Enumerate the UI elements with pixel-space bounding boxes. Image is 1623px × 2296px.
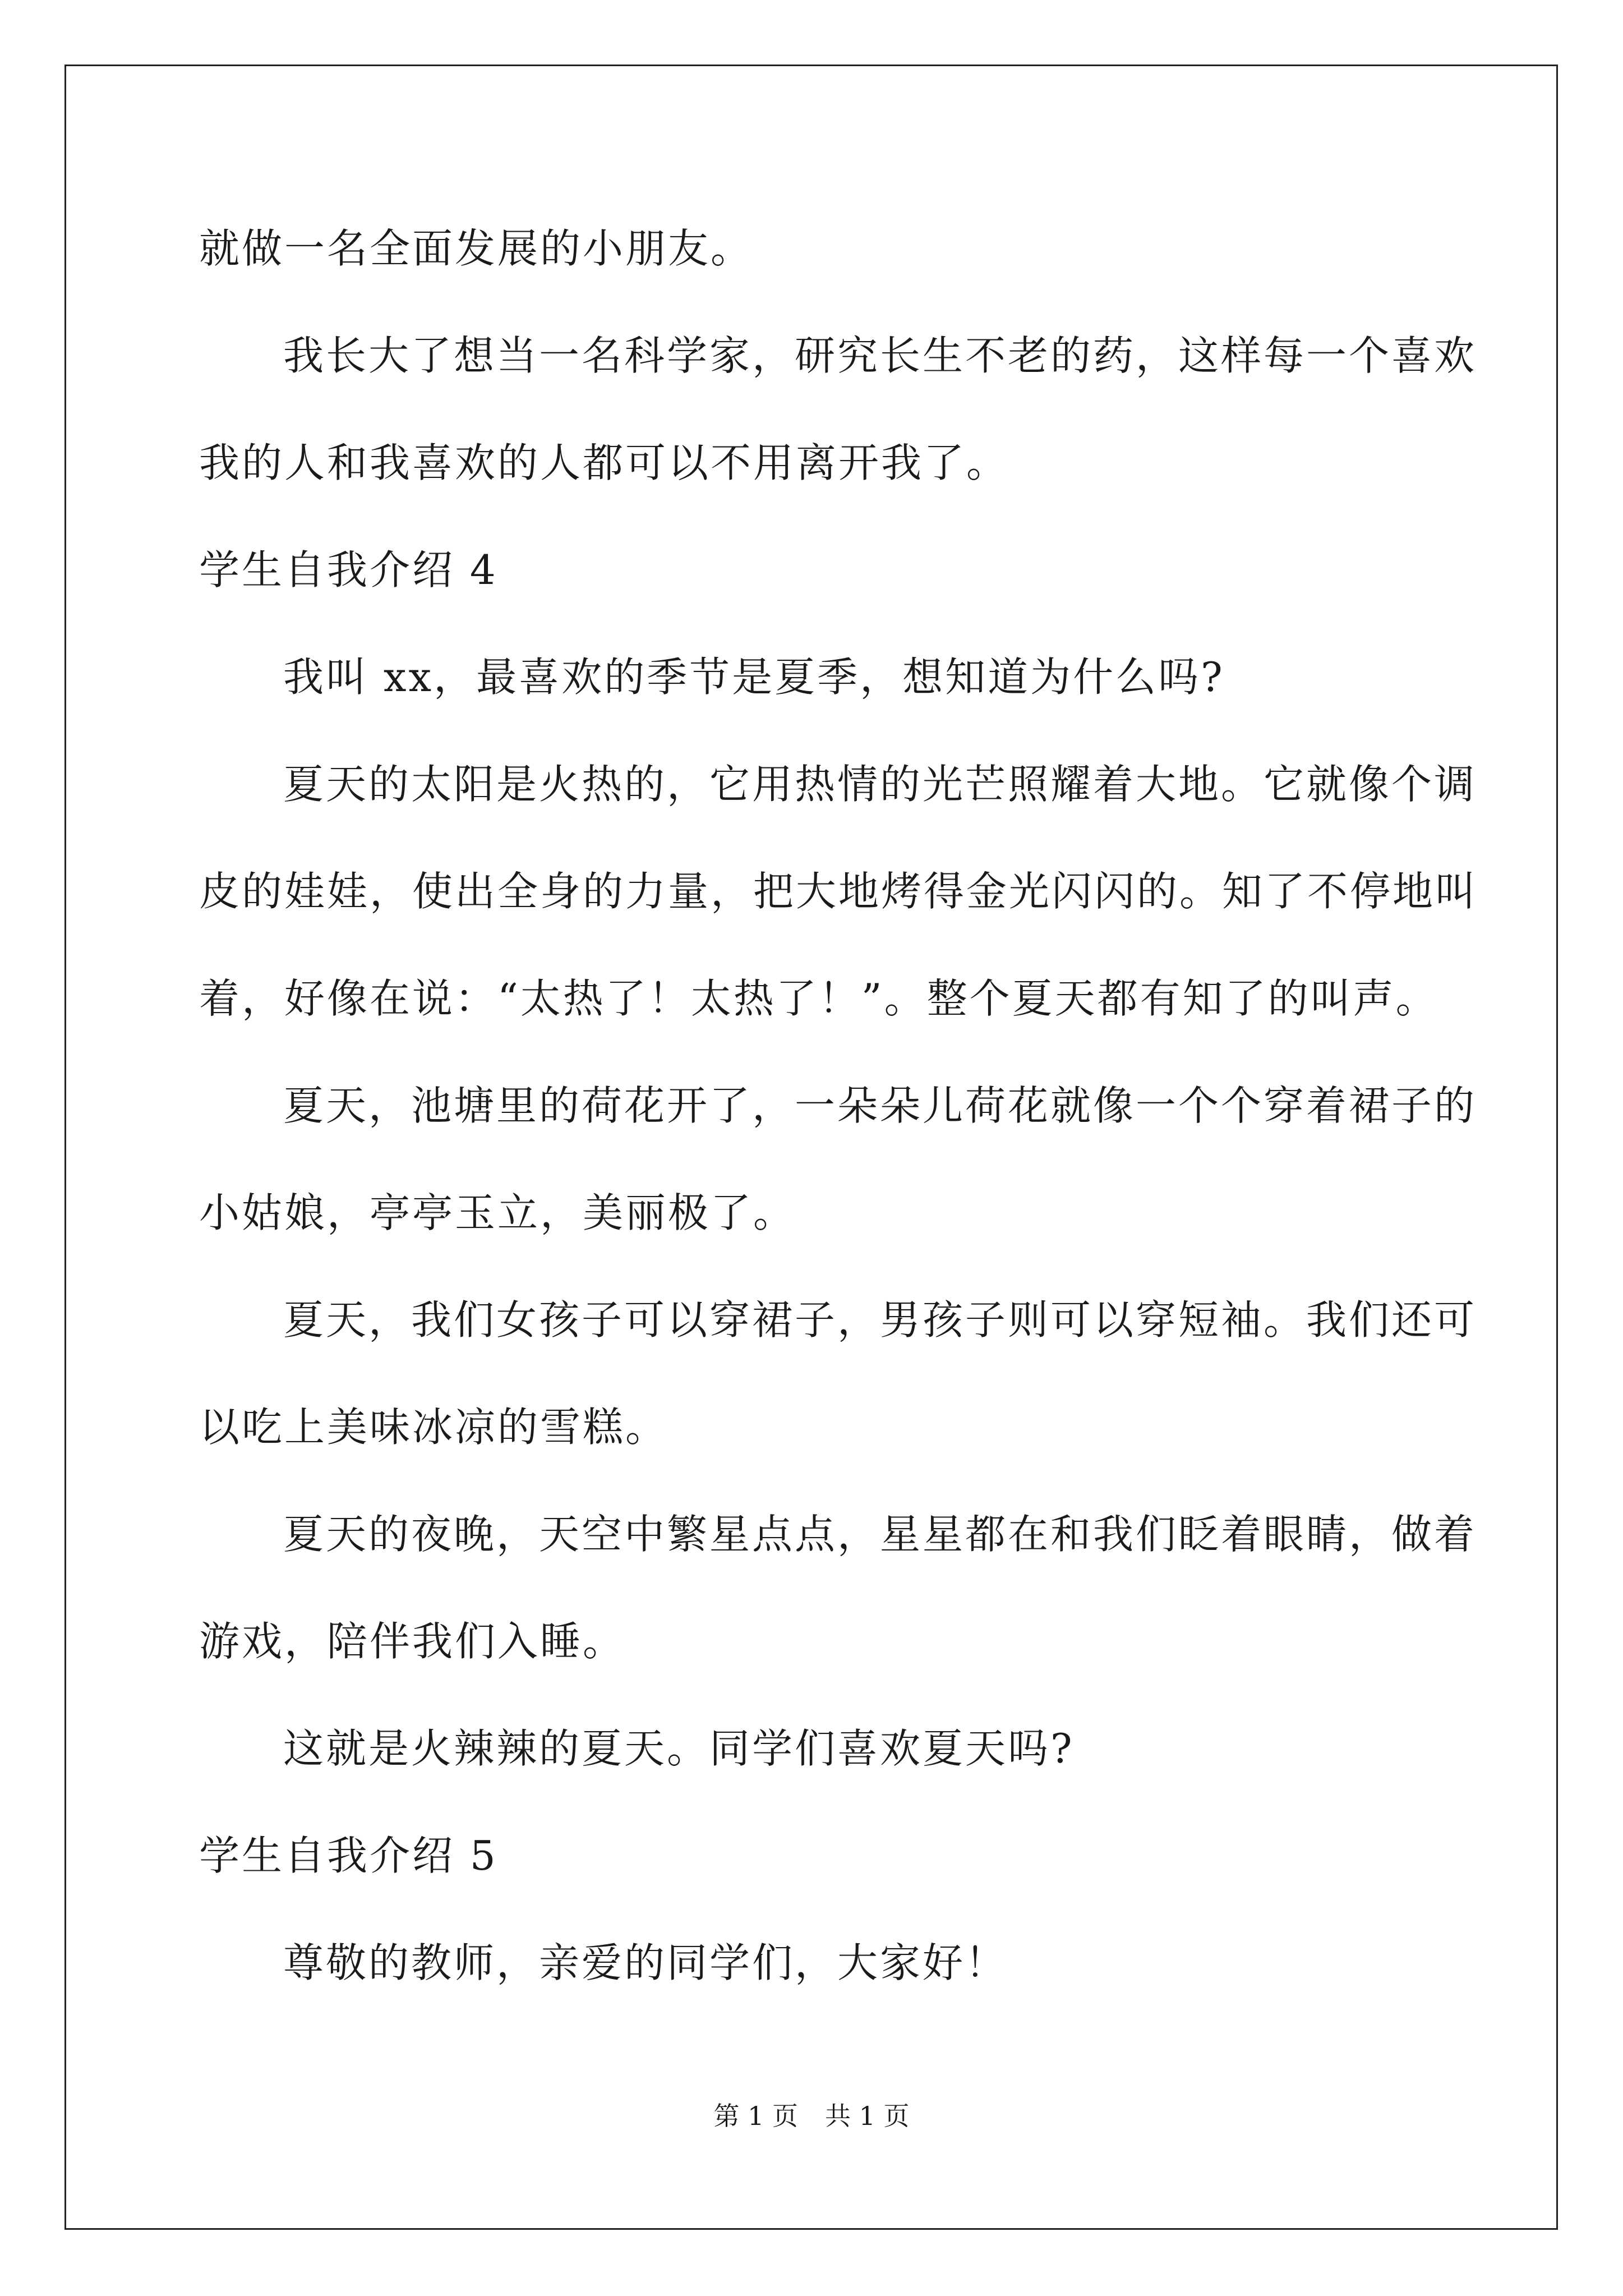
page-total: 共 1 页	[825, 2101, 910, 2131]
page-number: 第 1 页	[713, 2101, 798, 2131]
text-line: 我的人和我喜欢的人都可以不用离开我了。	[199, 439, 1009, 486]
text-line: 皮的娃娃，使出全身的力量，把大地烤得金光闪闪的。知了不停地叫	[199, 868, 1478, 915]
document-body	[199, 222, 1478, 2043]
text-line: 这就是火辣辣的夏天。同学们喜欢夏天吗?	[283, 1725, 1075, 1772]
text-line: 夏天，池塘里的荷花开了，一朵朵儿荷花就像一个个穿着裙子的	[283, 1082, 1477, 1129]
text-line: 夏天的夜晚，天空中繁星点点，星星都在和我们眨着眼睛，做着	[283, 1511, 1477, 1558]
section-heading: 学生自我介绍 4	[199, 546, 498, 593]
text-line: 我叫 xx，最喜欢的季节是夏季，想知道为什么吗?	[283, 654, 1225, 701]
text-line: 着，好像在说：“太热了！太热了！”。整个夏天都有知了的叫声。	[199, 975, 1438, 1022]
text-line: 小姑娘，亭亭玉立，美丽极了。	[199, 1189, 796, 1236]
text-line: 尊敬的教师，亲爱的同学们，大家好！	[283, 1939, 1008, 1986]
text-line: 就做一名全面发展的小朋友。	[199, 225, 754, 272]
text-line: 夏天，我们女孩子可以穿裙子，男孩子则可以穿短袖。我们还可	[283, 1296, 1477, 1343]
text-line: 我长大了想当一名科学家，研究长生不老的药，这样每一个喜欢	[283, 332, 1477, 379]
page-footer	[0, 2099, 1623, 2133]
text-line: 以吃上美味冰凉的雪糕。	[199, 1404, 668, 1451]
text-line: 游戏，陪伴我们入睡。	[199, 1618, 626, 1665]
section-heading: 学生自我介绍 5	[199, 1832, 498, 1879]
text-line: 夏天的太阳是火热的，它用热情的光芒照耀着大地。它就像个调	[283, 761, 1477, 808]
